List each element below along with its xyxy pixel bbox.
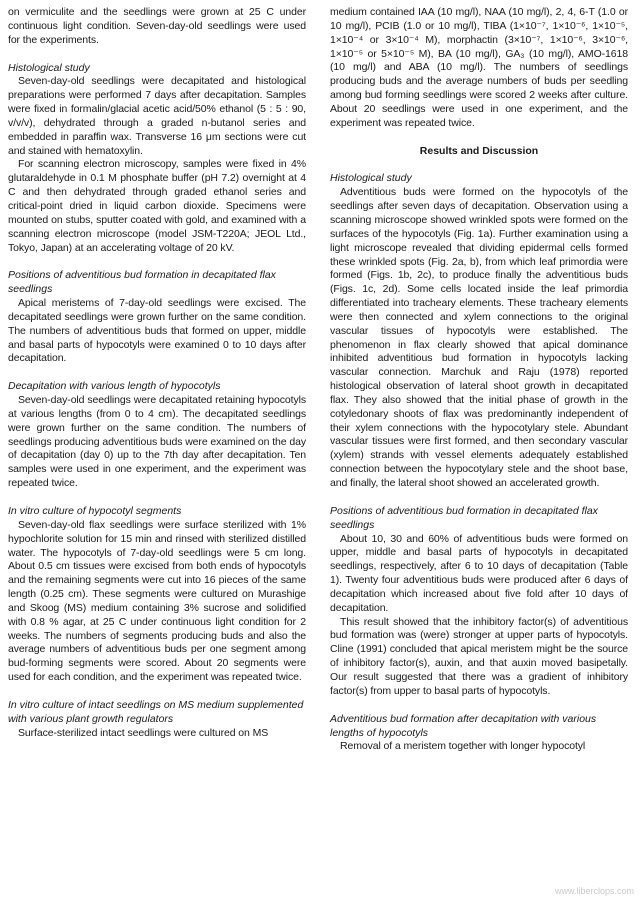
section-heading: Positions of adventitious bud formation in decapitated flax seedlings [8, 269, 276, 296]
paragraph: Seven-day-old flax seedlings were surface sterilized with 1% hypochlorite solution for 15 min and rinsed with sterilized distilled water. The hypocotyls of 7-day-old seedlings were 5 cm long. About 0.5 cm tissues were excised from both ends of hypocotyls and the remaining segments were cut into 16 pieces of the same length (0.25 cm). These segments were cultured on Murashige and Skoog (MS) medium containing 3% sucrose and solidified with 0.8 % agar, at 25 C under continuous light condition for 2 weeks. The numbers of segments producing buds and also the average numbers of adventitious buds per one segment among bud-forming segments were scored. About 20 segments were used for each condition, and the experiment was repeated twice. [8, 518, 306, 684]
left-column [8, 6, 306, 741]
section-heading: In vitro culture of hypocotyl segments [8, 505, 182, 517]
paragraph: Apical meristems of 7-day-old seedlings were excised. The decapitated seedlings were grown further on the same condition. The numbers of adventitious buds that formed on upper, middle and basal parts of hypocotyls were examined 0 to 10 days after decapitation. [8, 297, 306, 365]
major-heading: Results and Discussion [419, 144, 539, 157]
paragraph: Adventitious buds were formed on the hypocotyls of the seedlings after seven days of decapitation. Observation using a scanning microscope showed wrinkled spots were formed on the surfaces of the hypocotyls (Fig. 1a). Further examination using a light microscope revealed that dividing epidermal cells formed these wrinkled spots (Fig. 2a, b), from which leaf primordia were formed (Figs. 1b, 2c), to produce finally the adventitious buds (Figs. 1c, 2d). Some cells located inside the leaf primordia differentiated into tracheary elements. These tracheary elements were then connected and xylem connections to the original vascular tissues of hypocotyls were established. The phenomenon in flax clearly showed that apical dominance inhibited adventitious bud formation in hypocotyls lacking vascular connection. Marchuk and Raju (1978) reported histological observation of lateral shoot growth in decapitated flax. They also showed that the initial phase of growth in the cotyledonary shoots of flax was predominantly independent of their xylem connections with the hypocotylary stele. Abundant vascular tissues were first formed, and then secondary vascular (xylem) strands with vessel elements adequately established connection between the hypocotylary stele and the shoot base, and finally, the lateral shoot showed an accelerated growth. [330, 186, 628, 489]
paragraph: Surface-sterilized intact seedlings were cultured on MS [18, 726, 269, 739]
paragraph: medium contained IAA (10 mg/l), NAA (10 mg/l), 2, 4, 6-T (1.0 or 10 mg/l), PCIB (1.0 or 10 mg/l), TIBA (1×10⁻⁷, 1×10⁻⁶, 1×10⁻⁵, 1×10⁻⁴ or 3×10⁻⁴ M), morphactin (3×10⁻⁷, 1×10⁻⁶, 3×10⁻⁶, 1×10⁻⁵ or 5×10⁻⁵ M), BA (10 mg/l), GA₃ (10 mg/l), AMO-1618 (10 mg/l) and ABA (10 mg/l). The numbers of seedlings producing buds and the average numbers of buds per seedling among bud forming seedlings were scored 2 weeks after culture. About 20 seedlings were used in one experiment, and the experiment was repeated twice. [330, 6, 628, 129]
paragraph: Seven-day-old seedlings were decapitated retaining hypocotyls at various lengths (from 0 to 4 cm). The decapitated seedlings were grown further on the same condition. The numbers of seedlings producing adventitious buds were examined on the day of decapitation (day 0) up to the 7th day after decapitation. Ten samples were used in one experiment, and the experiment was repeated twice. [8, 394, 306, 490]
right-column [330, 6, 628, 754]
paragraph: For scanning electron microscopy, samples were fixed in 4% glutaraldehyde in 0.1 M phosphate buffer (pH 7.2) overnight at 4 C and then dehydrated through graded ethanol series and critical-point dried in liquid carbon dioxide. Specimens were mounted on stubs, sputter coated with gold, and examined with a scanning electron microscope (model JSM-T220A; JEOL Ltd., Tokyo, Japan) at an accelerating voltage of 20 kV. [8, 158, 306, 254]
section-heading: Histological study [8, 61, 90, 74]
section-heading: Histological study [330, 172, 412, 185]
section-heading: Adventitious bud formation after decapitation with various lengths of hypocotyls [330, 712, 597, 739]
paragraph: Seven-day-old seedlings were decapitated and histological preparations were performed 7 days after decapitation. Samples were fixed in formalin/glacial acetic acid/50% ethanol (5 : 5 : 90, v/v/v), dehydrated through a graded n-butanol series and embedded in paraffin wax. Transverse 16 μm sections were cut and stained with hematoxylin. [8, 75, 306, 157]
paragraph: This result showed that the inhibitory factor(s) of adventitious bud formation was (were) stronger at upper parts of hypocotyls. Cline (1991) concluded that apical meristem might be the source of inhibitory factor(s), auxin, and that auxin moved basipetally. Our result suggested that there was a gradient of inhibitory factor(s) from upper to basal parts of hypocotyls. [330, 615, 628, 697]
section-heading: In vitro culture of intact seedlings on MS medium supplemented with various plant growth regulators [8, 698, 304, 725]
watermark: www.liberclops.com [554, 886, 634, 896]
paragraph: About 10, 30 and 60% of adventitious buds were formed on upper, middle and basal parts of hypocotyls in decapitated seedlings, respectively, after 6 to 10 days of decapitation (Table 1). Twenty four adventitious buds were produced after 6 days of decapitation which increased about five fold after 10 days of decapitation. [330, 532, 628, 614]
paragraph: on vermiculite and the seedlings were grown at 25 C under continuous light condition. Seven-day-old seedlings were used for the experiments. [8, 6, 306, 46]
section-heading: Decapitation with various length of hypocotyls [8, 380, 221, 393]
paragraph: Removal of a meristem together with longer hypocotyl [340, 740, 586, 753]
section-heading: Positions of adventitious bud formation in decapitated flax seedlings [330, 504, 598, 531]
